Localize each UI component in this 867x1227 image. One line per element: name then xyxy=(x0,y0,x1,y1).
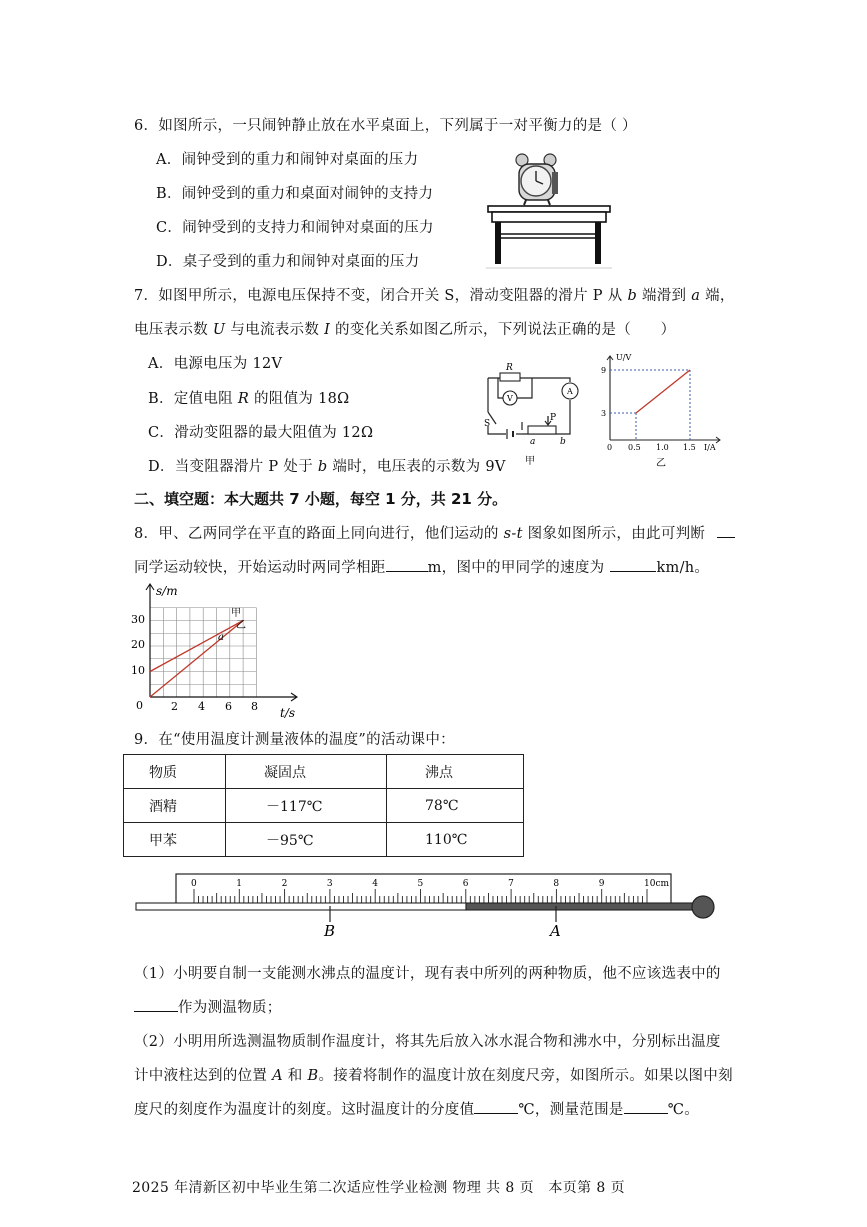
label-V: V xyxy=(507,394,513,403)
s-t-graph xyxy=(128,580,308,720)
q7-option-b[interactable]: B．定值电阻 R 的阻值为 18Ω xyxy=(148,391,350,407)
blank-speed[interactable] xyxy=(610,557,656,572)
ruler-label: 2 xyxy=(281,879,288,889)
x-tick-1-5: 1.5 xyxy=(683,443,696,452)
q7-option-d[interactable]: D．当变阻器滑片 P 处于 b 端时，电压表的示数为 9V xyxy=(148,459,506,475)
rheostat-icon xyxy=(528,426,556,434)
blank-range[interactable] xyxy=(624,1099,668,1114)
alarm-clock-table-figure xyxy=(486,150,614,272)
q6-option-c[interactable]: C．闹钟受到的支持力和闹钟对桌面的压力 xyxy=(156,220,434,236)
table-header-row xyxy=(124,755,524,789)
label-R: R xyxy=(506,363,513,373)
st-y-tick-10: 10 xyxy=(131,664,145,677)
ruler-label: 6 xyxy=(462,879,469,889)
table-icon xyxy=(486,206,612,268)
st-label-a: a xyxy=(218,632,224,643)
ruler-label: 7 xyxy=(508,879,514,889)
ruler-label: 8 xyxy=(553,879,560,889)
q8-line1: 8．甲、乙两同学在平直的路面上同向进行，他们运动的 s-t 图象如图所示，由此可判断 xyxy=(134,522,735,543)
q7-option-a[interactable]: A．电源电压为 12V xyxy=(148,356,283,372)
q6-stem: 6．如图所示，一只闹钟静止放在水平桌面上，下列属于一对平衡力的是（ ） xyxy=(134,118,637,134)
header-substance: 物质 xyxy=(149,764,177,781)
st-ylabel: s/m xyxy=(156,584,178,598)
blank-distance[interactable] xyxy=(386,557,428,572)
st-x-tick-4: 4 xyxy=(198,700,205,713)
ruler-label: 3 xyxy=(326,879,333,889)
guide-lines xyxy=(610,370,690,440)
st-xlabel: t/s xyxy=(280,706,296,720)
label-A: A xyxy=(567,387,573,396)
header-boiling-point: 沸点 xyxy=(425,764,453,781)
mark-A: A xyxy=(550,922,561,940)
ruler-label: 9 xyxy=(598,879,605,889)
blank-fast-student[interactable] xyxy=(717,523,735,538)
section-2-heading: 二、填空题：本大题共 7 小题，每空 1 分，共 21 分。 xyxy=(134,490,508,508)
ruler-label: 5 xyxy=(417,879,424,889)
q9-p1-line2: 作为测温物质； xyxy=(134,996,282,1017)
q7-stem-line1: 7．如图甲所示，电源电压保持不变，闭合开关 S，滑动变阻器的滑片 P 从 b 端滑到 a 端， xyxy=(134,288,735,304)
label-a: a xyxy=(530,437,536,447)
q9-p2-line3: 度尺的刻度作为温度计的刻度。这时温度计的分度值 ℃，测量范围是 ℃。 xyxy=(134,1098,699,1119)
x-tick-0-5: 0.5 xyxy=(628,443,641,452)
st-y-tick-20: 20 xyxy=(131,638,145,651)
q8-line2: 同学运动较快，开始运动时两同学相距 m，图中的甲同学的速度为 km/h。 xyxy=(134,556,709,577)
st-label-yi: 乙 xyxy=(236,620,246,631)
alarm-clock-icon xyxy=(516,154,558,205)
label-S: S xyxy=(484,419,491,429)
st-x-tick-6: 6 xyxy=(225,700,232,713)
st-origin-0: 0 xyxy=(136,699,143,712)
q6-option-b[interactable]: B．闹钟受到的重力和桌面对闹钟的支持力 xyxy=(156,186,434,202)
substance-table xyxy=(123,754,524,857)
blank-division-value[interactable] xyxy=(474,1099,518,1114)
thermometer-bulb-icon xyxy=(692,896,714,918)
st-y-tick-30: 30 xyxy=(131,613,145,626)
x-tick-1-0: 1.0 xyxy=(656,443,669,452)
q7-option-c[interactable]: C．滑动变阻器的最大阻值为 12Ω xyxy=(148,425,374,441)
q9-p1-line1: （1）小明要自制一支能测水沸点的温度计，现有表中所列的两种物质，他不应该选表中的 xyxy=(134,966,721,982)
st-label-jia: 甲 xyxy=(231,608,241,619)
st-x-tick-8: 8 xyxy=(251,700,258,713)
u-i-graph xyxy=(598,350,730,470)
ruler-label: 1 xyxy=(236,879,243,889)
u-i-line xyxy=(636,370,690,413)
q9-p2-line2: 计中液柱达到的位置 A 和 B。接着将制作的温度计放在刻度尺旁，如图所示。如果以图中刻 xyxy=(134,1068,733,1084)
ruler-label: 0 xyxy=(191,879,197,889)
graph-caption: 乙 xyxy=(656,458,666,469)
q6-option-a[interactable]: A．闹钟受到的重力和闹钟对桌面的压力 xyxy=(156,152,419,168)
table-row: 酒精 －117℃ 78℃ xyxy=(124,789,524,823)
page-footer: 2025 年清新区初中毕业生第二次适应性学业检测 物理 共 8 页 本页第 8 页 xyxy=(132,1180,625,1196)
thermometer-liquid-column xyxy=(466,903,698,910)
y-tick-9: 9 xyxy=(601,366,607,375)
graph-xlabel: I/A xyxy=(704,443,716,452)
x-tick-0: 0 xyxy=(607,443,613,452)
header-freezing-point: 凝固点 xyxy=(264,764,306,781)
thermometer-tube xyxy=(136,903,466,910)
circuit-diagram xyxy=(470,360,595,468)
table-row: 甲苯 －95℃ 110℃ xyxy=(124,823,524,857)
mark-B: B xyxy=(324,922,336,940)
ruler-label: 4 xyxy=(372,879,378,889)
st-x-tick-2: 2 xyxy=(171,700,178,713)
q7-stem-line2: 电压表示数 U 与电流表示数 I 的变化关系如图乙所示，下列说法正确的是（ ） xyxy=(134,322,676,338)
resistor-R-icon xyxy=(500,373,520,381)
q9-p2-line1: （2）小明用所选测温物质制作温度计，将其先后放入冰水混合物和沸水中，分别标出温度 xyxy=(134,1034,721,1050)
q6-option-d[interactable]: D．桌子受到的重力和闹钟对桌面的压力 xyxy=(156,254,420,270)
y-tick-3: 3 xyxy=(601,409,607,418)
ruler-label: 10cm xyxy=(644,879,670,889)
circuit-caption: 甲 xyxy=(525,456,535,467)
ruler-thermometer-figure xyxy=(132,870,722,940)
q9-stem: 9．在“使用温度计测量液体的温度”的活动课中： xyxy=(134,732,455,748)
blank-substance[interactable] xyxy=(134,997,178,1012)
graph-ylabel: U/V xyxy=(616,353,632,362)
label-b: b xyxy=(560,437,566,447)
label-P: P xyxy=(550,413,557,423)
